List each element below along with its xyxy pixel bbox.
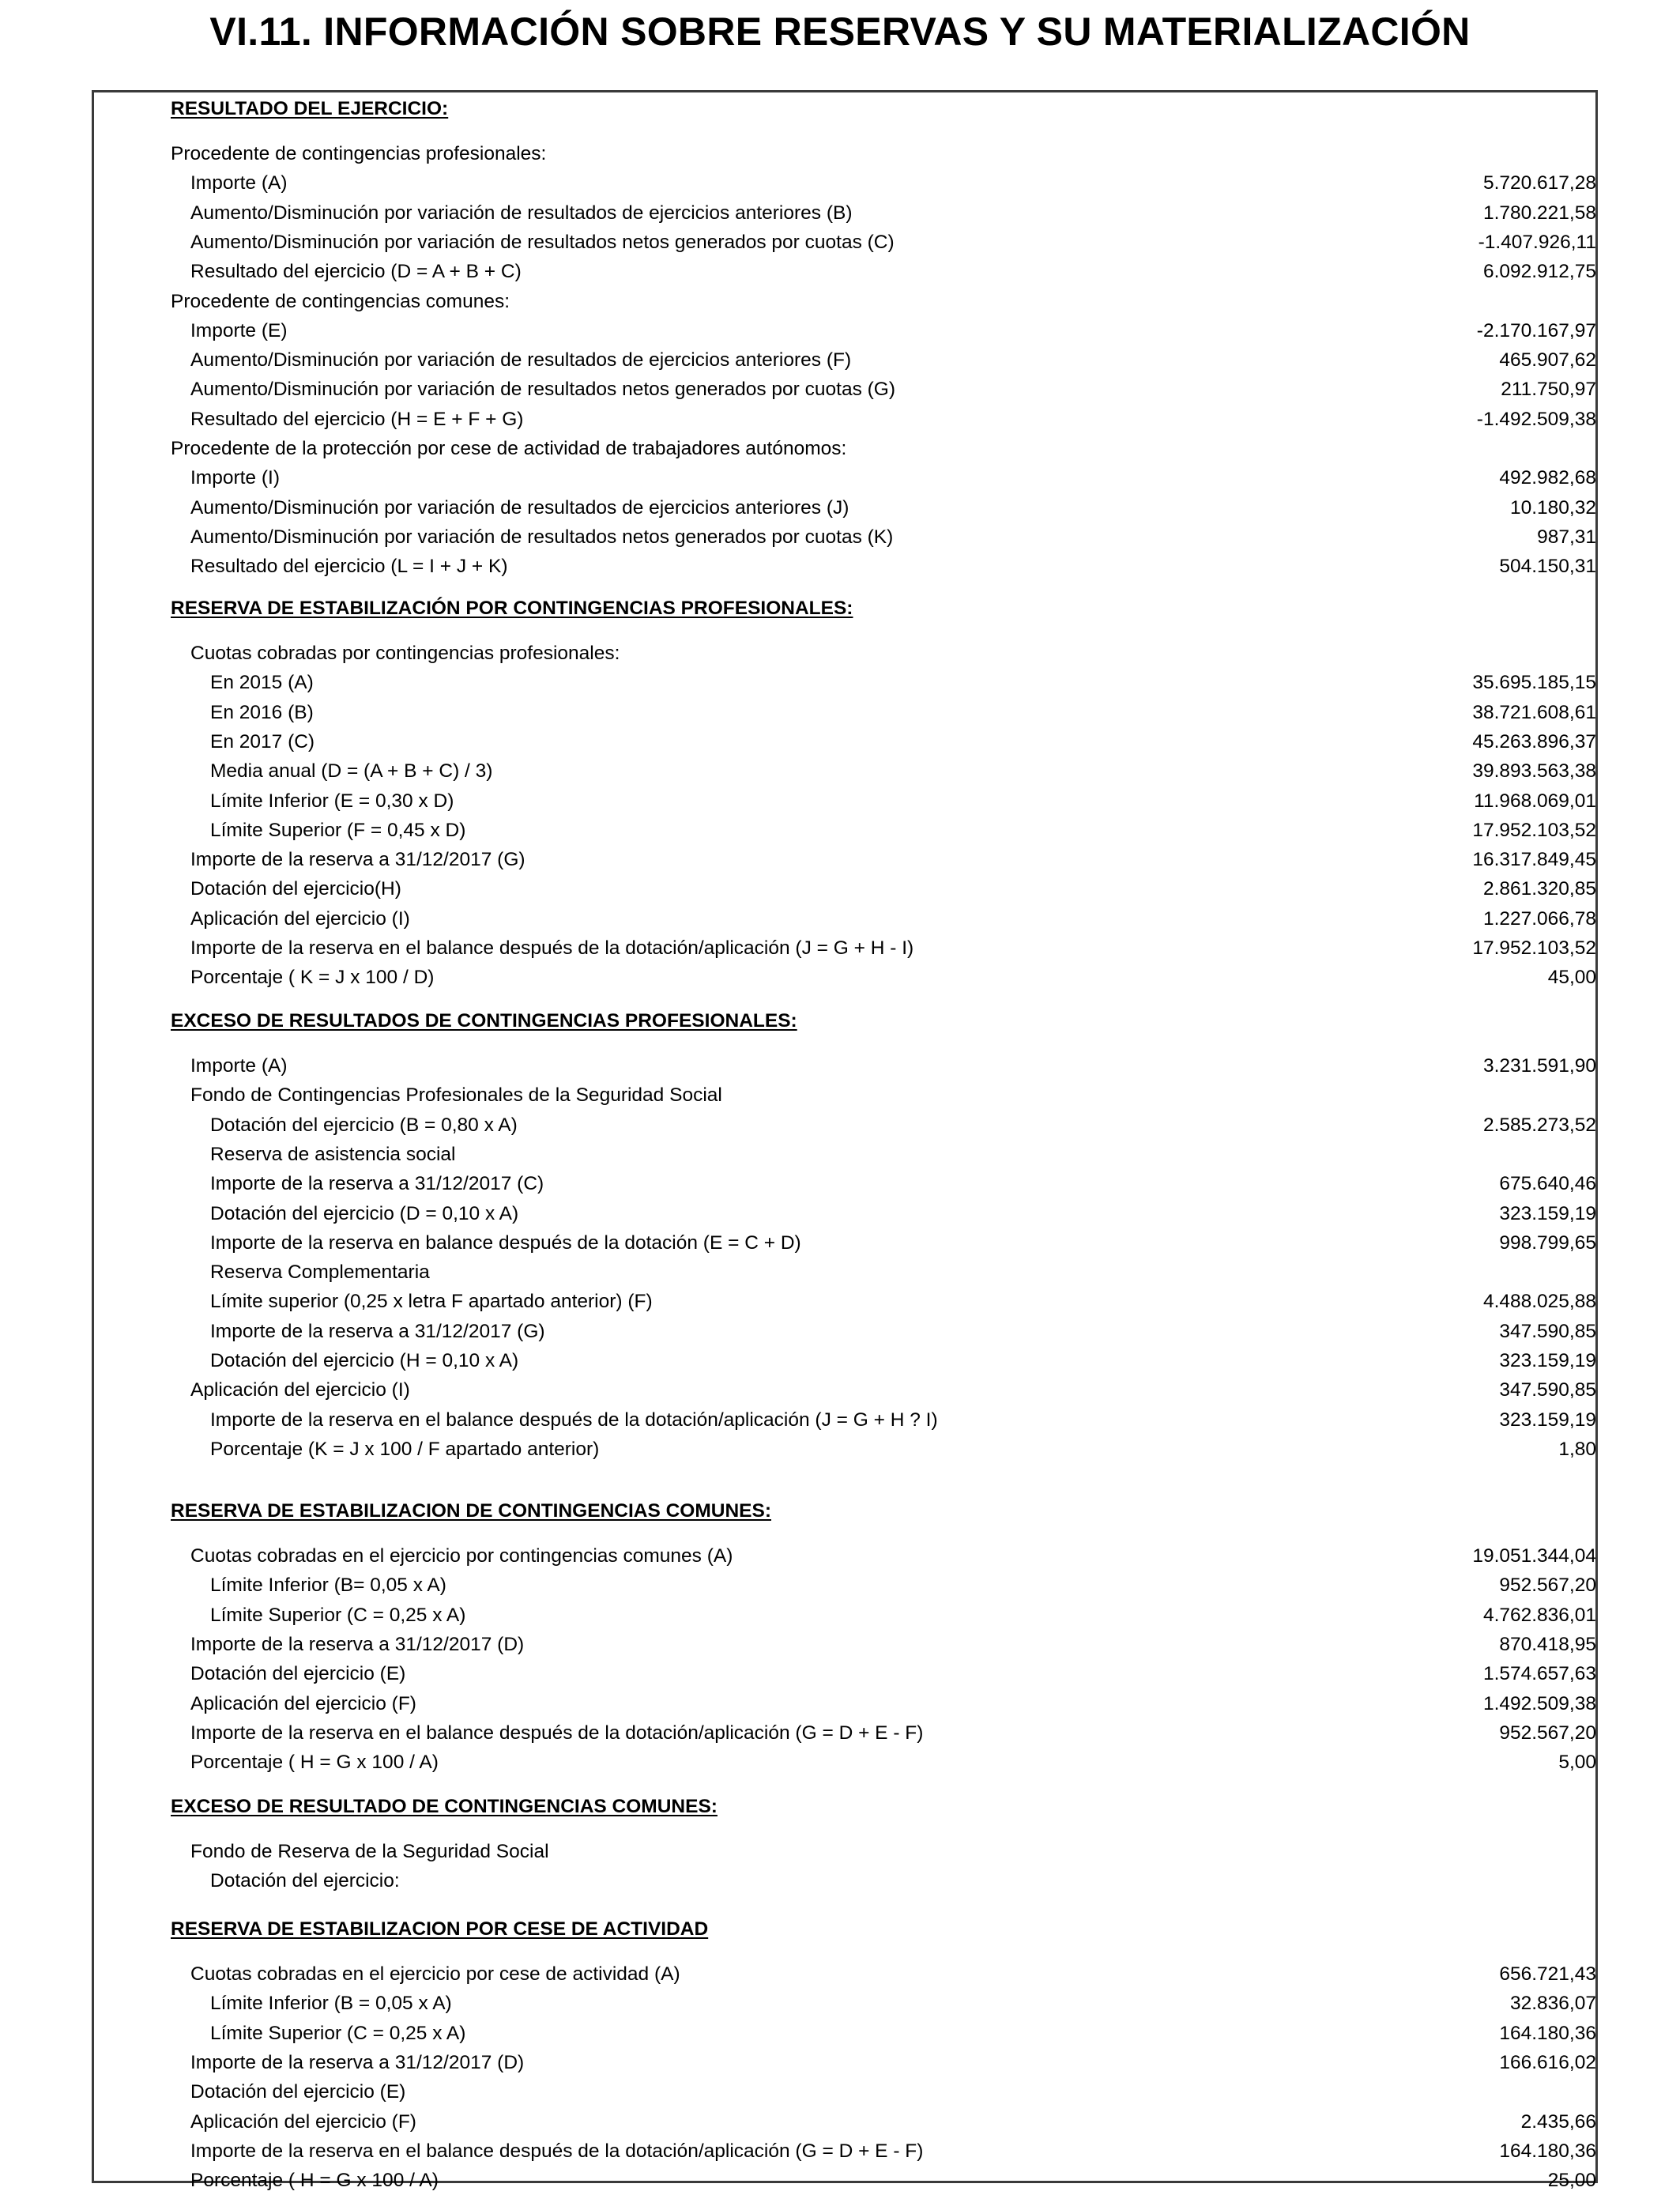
report-row <box>0 845 1680 874</box>
row-value: -1.407.926,11 <box>1478 231 1596 253</box>
row-value: 32.836,07 <box>1510 1993 1596 2015</box>
row-label: Aplicación del ejercicio (I) <box>190 1379 410 1401</box>
row-label: Límite Superior (C = 0,25 x A) <box>210 1604 466 1626</box>
row-label: Importe de la reserva en el balance después de la dotación/aplicación (J = G + H - I) <box>190 937 914 959</box>
row-value: 323.159,19 <box>1499 1350 1596 1371</box>
report-row <box>0 1111 1680 1140</box>
row-value: 656.721,43 <box>1499 1963 1596 1985</box>
row-label: Dotación del ejercicio(H) <box>190 878 401 900</box>
row-label: Importe de la reserva en balance después de la dotación (E = C + D) <box>210 1231 801 1254</box>
report-row <box>0 698 1680 727</box>
row-value: -2.170.167,97 <box>1476 319 1596 341</box>
report-row <box>0 522 1680 552</box>
report-row <box>0 1287 1680 1316</box>
report-row <box>0 1748 1680 1777</box>
row-label: Dotación del ejercicio (E) <box>190 1663 406 1685</box>
row-label: Aplicación del ejercicio (F) <box>190 1692 416 1714</box>
row-label: Importe de la reserva a 31/12/2017 (G) <box>210 1320 545 1342</box>
row-value: 347.590,85 <box>1499 1320 1596 1342</box>
report-row <box>0 1718 1680 1748</box>
row-label: Importe de la reserva a 31/12/2017 (G) <box>190 849 525 871</box>
section-heading-label: RESERVA DE ESTABILIZACIÓN POR CONTINGENCIAS PROFESIONALES: <box>171 598 853 619</box>
report-row <box>0 1051 1680 1081</box>
report-row <box>0 2166 1680 2195</box>
row-value: 1.492.509,38 <box>1482 1692 1596 1714</box>
row-value: 39.893.563,38 <box>1472 760 1596 783</box>
report-row <box>0 756 1680 786</box>
report-row <box>0 287 1680 316</box>
report-row <box>0 668 1680 697</box>
row-label: Límite superior (0,25 x letra F apartado anterior) (F) <box>210 1291 653 1313</box>
report-row <box>0 1541 1680 1571</box>
section-heading <box>0 1792 1680 1821</box>
report-row <box>0 1601 1680 1630</box>
row-value: 1,80 <box>1558 1438 1596 1460</box>
report-row <box>0 2048 1680 2077</box>
section-heading <box>0 1496 1680 1526</box>
report-row <box>0 257 1680 286</box>
row-label: Resultado del ejercicio (H = E + F + G) <box>190 408 524 430</box>
report-row <box>0 463 1680 492</box>
row-label: Dotación del ejercicio (H = 0,10 x A) <box>210 1350 519 1371</box>
row-value: 870.418,95 <box>1499 1633 1596 1655</box>
row-value: 2.861.320,85 <box>1482 878 1596 900</box>
report-row <box>0 1959 1680 1989</box>
report-row <box>0 1630 1680 1659</box>
report-row <box>0 1689 1680 1718</box>
row-value: 323.159,19 <box>1499 1202 1596 1224</box>
row-label: Importe (I) <box>190 467 280 489</box>
row-label: Aumento/Disminución por variación de resultados netos generados por cuotas (K) <box>190 526 894 548</box>
row-value: 45.263.896,37 <box>1472 730 1596 752</box>
row-value: 1.574.657,63 <box>1482 1663 1596 1685</box>
report-row <box>0 1866 1680 1895</box>
section-heading-label: RESERVA DE ESTABILIZACION POR CESE DE ACTIVIDAD <box>171 1918 709 1940</box>
report-row <box>0 1346 1680 1375</box>
row-label: Importe (A) <box>190 172 288 194</box>
report-row <box>0 1405 1680 1435</box>
row-label: Importe (E) <box>190 319 288 341</box>
row-label: Cuotas cobradas por contingencias profesionales: <box>190 643 620 664</box>
report-row <box>0 2137 1680 2166</box>
row-label: Porcentaje ( H = G x 100 / A) <box>190 2170 439 2192</box>
row-value: 164.180,36 <box>1499 2140 1596 2162</box>
row-label: Cuotas cobradas en el ejercicio por contingencias comunes (A) <box>190 1545 733 1567</box>
report-row <box>0 1659 1680 1688</box>
row-label: Porcentaje ( H = G x 100 / A) <box>190 1752 439 1774</box>
report-row <box>0 1375 1680 1405</box>
row-label: Procedente de contingencias comunes: <box>171 290 510 312</box>
row-label: Dotación del ejercicio: <box>210 1870 400 1892</box>
row-value: 987,31 <box>1537 526 1596 548</box>
section-heading-label: RESERVA DE ESTABILIZACION DE CONTINGENCIAS COMUNES: <box>171 1500 772 1522</box>
row-value: -1.492.509,38 <box>1476 408 1596 430</box>
section-heading-label: RESULTADO DEL EJERCICIO: <box>171 98 449 119</box>
report-row <box>0 639 1680 668</box>
row-label: Resultado del ejercicio (D = A + B + C) <box>190 261 522 283</box>
row-value: 2.585.273,52 <box>1482 1114 1596 1136</box>
report-row <box>0 1258 1680 1287</box>
report-row <box>0 933 1680 963</box>
row-label: Resultado del ejercicio (L = I + J + K) <box>190 556 508 578</box>
report-row <box>0 139 1680 168</box>
report-row <box>0 434 1680 463</box>
row-value: 323.159,19 <box>1499 1409 1596 1431</box>
row-label: En 2017 (C) <box>210 730 315 752</box>
row-value: 10.180,32 <box>1510 496 1596 519</box>
row-value: 4.488.025,88 <box>1482 1291 1596 1313</box>
row-label: En 2015 (A) <box>210 672 314 694</box>
section-heading <box>0 1914 1680 1944</box>
row-value: 38.721.608,61 <box>1472 701 1596 723</box>
row-value: 492.982,68 <box>1499 467 1596 489</box>
report-row <box>0 1571 1680 1600</box>
report-row <box>0 1140 1680 1169</box>
row-label: Aumento/Disminución por variación de resultados de ejercicios anteriores (B) <box>190 202 853 224</box>
row-label: Porcentaje (K = J x 100 / F apartado anterior) <box>210 1438 600 1460</box>
report-row <box>0 2107 1680 2137</box>
row-label: Límite Superior (C = 0,25 x A) <box>210 2022 466 2044</box>
report-row <box>0 1199 1680 1228</box>
report-row <box>0 1435 1680 1464</box>
report-row <box>0 1169 1680 1198</box>
row-label: En 2016 (B) <box>210 701 314 723</box>
row-label: Importe de la reserva a 31/12/2017 (D) <box>190 1633 525 1655</box>
row-value: 675.640,46 <box>1499 1173 1596 1195</box>
row-value: 4.762.836,01 <box>1482 1604 1596 1626</box>
row-label: Límite Inferior (B= 0,05 x A) <box>210 1575 446 1597</box>
row-label: Fondo de Reserva de la Seguridad Social <box>190 1841 549 1862</box>
row-label: Límite Inferior (B = 0,05 x A) <box>210 1993 452 2015</box>
row-value: 1.227.066,78 <box>1482 907 1596 930</box>
report-row <box>0 786 1680 816</box>
row-label: Fondo de Contingencias Profesionales de la Seguridad Social <box>190 1084 722 1107</box>
row-label: Importe de la reserva en el balance después de la dotación/aplicación (J = G + H ? I) <box>210 1409 938 1431</box>
report-row <box>0 1837 1680 1866</box>
row-label: Importe (A) <box>190 1055 288 1077</box>
report-row <box>0 198 1680 228</box>
row-label: Aumento/Disminución por variación de resultados netos generados por cuotas (C) <box>190 231 895 253</box>
row-label: Procedente de la protección por cese de actividad de trabajadores autónomos: <box>171 438 847 459</box>
report-row <box>0 228 1680 257</box>
section-heading <box>0 94 1680 123</box>
row-value: 211.750,97 <box>1501 379 1596 401</box>
row-value: 5,00 <box>1558 1752 1596 1774</box>
report-row <box>0 345 1680 375</box>
row-value: 45,00 <box>1547 967 1596 989</box>
report-row <box>0 405 1680 434</box>
row-label: Importe de la reserva a 31/12/2017 (C) <box>210 1173 544 1195</box>
row-label: Aumento/Disminución por variación de resultados de ejercicios anteriores (F) <box>190 349 852 371</box>
row-value: 35.695.185,15 <box>1472 672 1596 694</box>
row-label: Dotación del ejercicio (D = 0,10 x A) <box>210 1202 519 1224</box>
report-row <box>0 874 1680 903</box>
report-row <box>0 963 1680 992</box>
row-value: 25,00 <box>1547 2170 1596 2192</box>
report-row <box>0 2077 1680 2106</box>
report-row <box>0 316 1680 345</box>
section-heading <box>0 594 1680 623</box>
row-label: Media anual (D = (A + B + C) / 3) <box>210 760 493 783</box>
report-row <box>0 1081 1680 1110</box>
row-value: 16.317.849,45 <box>1472 849 1596 871</box>
row-value: 2.435,66 <box>1520 2110 1596 2133</box>
row-label: Importe de la reserva en el balance después de la dotación/aplicación (G = D + E - F) <box>190 1722 924 1744</box>
row-label: Dotación del ejercicio (B = 0,80 x A) <box>210 1114 518 1136</box>
row-value: 1.780.221,58 <box>1482 202 1596 224</box>
row-label: Límite Superior (F = 0,45 x D) <box>210 819 466 841</box>
row-label: Límite Inferior (E = 0,30 x D) <box>210 790 454 812</box>
row-label: Importe de la reserva en el balance después de la dotación/aplicación (G = D + E - F) <box>190 2140 924 2162</box>
report-row <box>0 168 1680 198</box>
section-heading-label: EXCESO DE RESULTADO DE CONTINGENCIAS COMUNES: <box>171 1796 718 1817</box>
section-heading <box>0 1006 1680 1035</box>
row-value: 6.092.912,75 <box>1482 261 1596 283</box>
report-row <box>0 2019 1680 2048</box>
section-heading-label: EXCESO DE RESULTADOS DE CONTINGENCIAS PROFESIONALES: <box>171 1010 797 1031</box>
row-value: 164.180,36 <box>1499 2022 1596 2044</box>
row-label: Procedente de contingencias profesionales: <box>171 143 547 164</box>
row-value: 952.567,20 <box>1499 1722 1596 1744</box>
report-row <box>0 1228 1680 1258</box>
report-row <box>0 904 1680 933</box>
report-row <box>0 552 1680 581</box>
report-row <box>0 727 1680 756</box>
row-label: Reserva Complementaria <box>210 1262 430 1284</box>
report-row <box>0 375 1680 404</box>
report-row <box>0 816 1680 845</box>
row-label: Aumento/Disminución por variación de resultados netos generados por cuotas (G) <box>190 379 896 401</box>
row-label: Importe de la reserva a 31/12/2017 (D) <box>190 2051 525 2073</box>
row-value: 166.616,02 <box>1499 2051 1596 2073</box>
page-title: VI.11. INFORMACIÓN SOBRE RESERVAS Y SU MATERIALIZACIÓN <box>209 9 1471 54</box>
row-value: 19.051.344,04 <box>1472 1545 1596 1567</box>
report-row <box>0 493 1680 522</box>
report-row <box>0 1317 1680 1346</box>
row-value: 17.952.103,52 <box>1472 937 1596 959</box>
row-label: Dotación del ejercicio (E) <box>190 2081 406 2103</box>
row-value: 3.231.591,90 <box>1482 1055 1596 1077</box>
row-value: 5.720.617,28 <box>1482 172 1596 194</box>
row-label: Aplicación del ejercicio (F) <box>190 2110 416 2133</box>
row-value: 347.590,85 <box>1499 1379 1596 1401</box>
row-value: 465.907,62 <box>1499 349 1596 371</box>
row-value: 952.567,20 <box>1499 1575 1596 1597</box>
row-label: Aumento/Disminución por variación de resultados de ejercicios anteriores (J) <box>190 496 849 519</box>
row-value: 998.799,65 <box>1499 1231 1596 1254</box>
row-value: 17.952.103,52 <box>1472 819 1596 841</box>
row-value: 504.150,31 <box>1499 556 1596 578</box>
row-label: Cuotas cobradas en el ejercicio por cese de actividad (A) <box>190 1963 680 1985</box>
row-value: 11.968.069,01 <box>1474 790 1596 812</box>
row-label: Reserva de asistencia social <box>210 1143 456 1165</box>
row-label: Porcentaje ( K = J x 100 / D) <box>190 967 435 989</box>
report-row <box>0 1989 1680 2018</box>
row-label: Aplicación del ejercicio (I) <box>190 907 410 930</box>
